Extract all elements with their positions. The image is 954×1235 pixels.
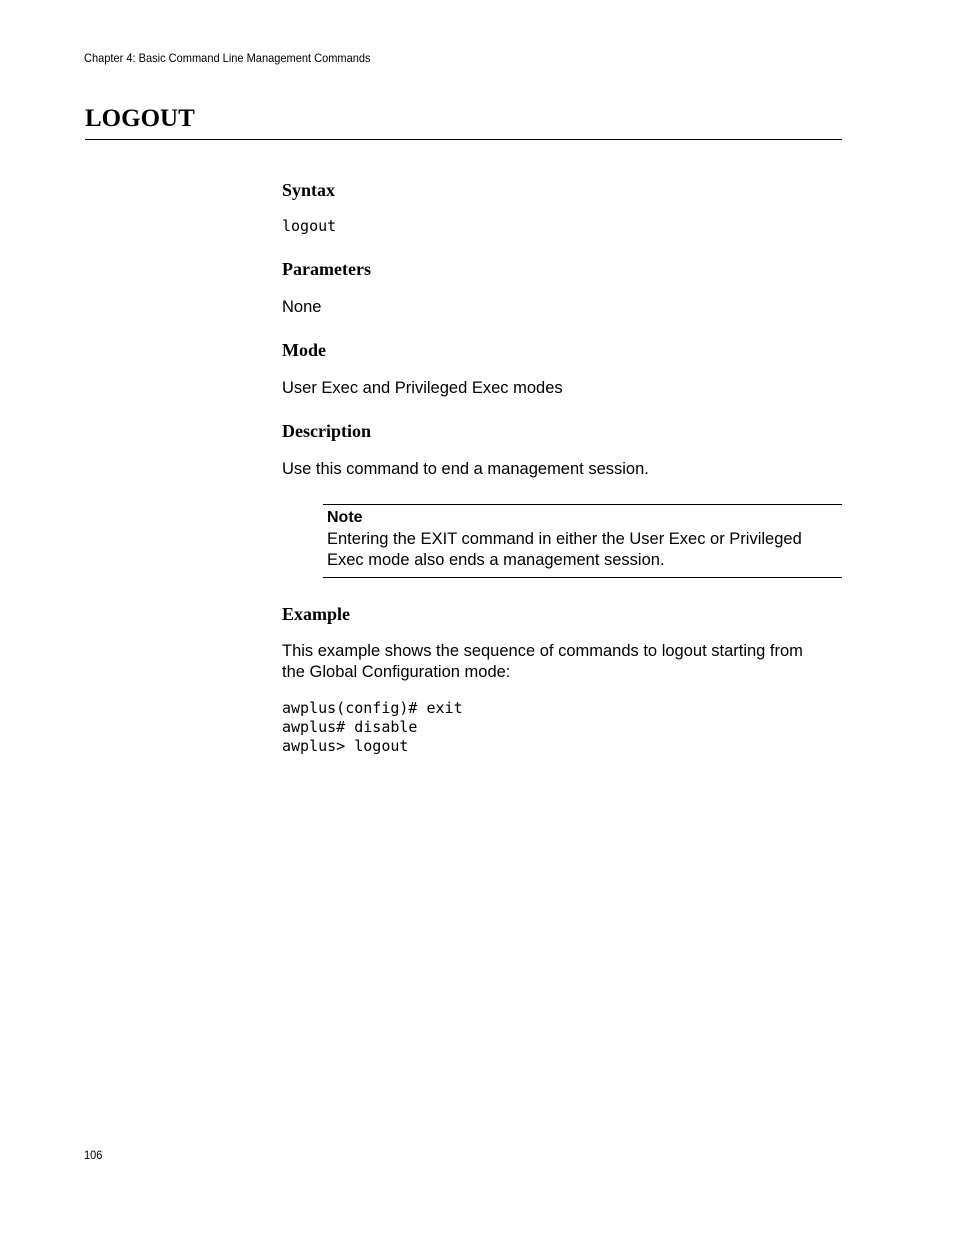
page-number: 106: [84, 1148, 103, 1162]
mode-heading: Mode: [282, 340, 326, 360]
syntax-heading: Syntax: [282, 180, 336, 200]
example-code-line: awplus(config)# exit: [282, 699, 463, 717]
note-text: Entering the EXIT command in either the User Exec or Privileged Exec mode also ends a management session.: [327, 530, 802, 569]
title-divider: [85, 139, 842, 140]
example-code-line: awplus> logout: [282, 737, 409, 755]
description-text: Use this command to end a management session.: [282, 460, 649, 478]
syntax-code: logout: [282, 217, 337, 235]
mode-text: User Exec and Privileged Exec modes: [282, 379, 563, 397]
note-box: [323, 504, 842, 578]
page-title: LOGOUT: [85, 105, 195, 132]
description-heading: Description: [282, 421, 371, 441]
chapter-header: Chapter 4: Basic Command Line Management Commands: [84, 51, 371, 65]
example-intro-line-1: This example shows the sequence of commands to logout starting from: [282, 642, 803, 660]
example-code-line: awplus# disable: [282, 718, 418, 736]
note-title: Note: [327, 509, 363, 526]
example-heading: Example: [282, 604, 351, 624]
example-intro-line-2: the Global Configuration mode:: [282, 663, 511, 681]
parameters-heading: Parameters: [282, 259, 371, 279]
parameters-text: None: [282, 298, 322, 316]
